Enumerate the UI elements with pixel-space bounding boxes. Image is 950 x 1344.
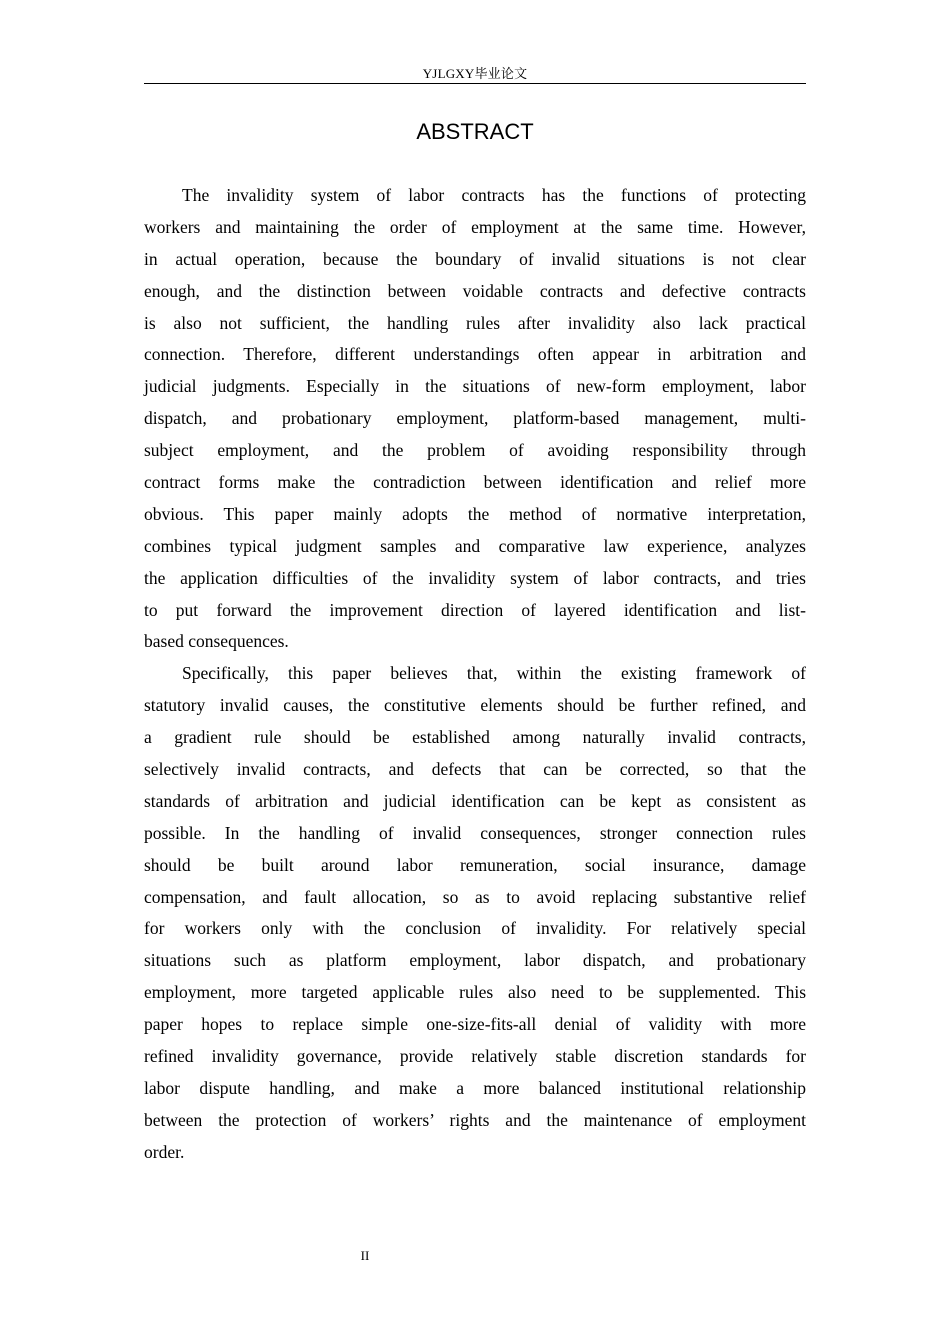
abstract-title: ABSTRACT: [416, 119, 534, 144]
text-line: dispatch, and probationary employment, platform-based management, multi-: [144, 408, 806, 429]
text-line: subject employment, and the problem of avoiding responsibility through: [144, 440, 806, 461]
text-line: contract forms make the contradiction between identification and relief more: [144, 472, 806, 493]
text-line: Specifically, this paper believes that, within the existing framework of: [182, 663, 806, 684]
text-line: paper hopes to replace simple one-size-fits-all denial of validity with more: [144, 1014, 806, 1035]
text-line: The invalidity system of labor contracts has the functions of protecting: [182, 185, 806, 205]
text-line: judicial judgments. Especially in the situations of new-form employment, labor: [144, 376, 806, 397]
text-line: statutory invalid causes, the constitutive elements should be further refined, and: [144, 695, 806, 716]
text-line: should be built around labor remuneration, social insurance, damage: [144, 854, 806, 875]
text-line: the application difficulties of the invalidity system of labor contracts, and tries: [144, 567, 806, 588]
page-header: YJLGXY毕业论文: [144, 64, 806, 84]
text-line: selectively invalid contracts, and defects that can be corrected, so that the: [144, 759, 806, 780]
text-line: enough, and the distinction between voidable contracts and defective contracts: [144, 280, 806, 301]
page-number: II: [360, 1248, 370, 1263]
text-line: obvious. This paper mainly adopts the method of normative interpretation,: [144, 503, 806, 524]
text-line: to put forward the improvement direction of layered identification and list-: [144, 599, 806, 620]
text-line: in actual operation, because the boundary of invalid situations is not clear: [144, 248, 806, 269]
text-line: compensation, and fault allocation, so as to avoid replacing substantive relief: [144, 886, 806, 907]
text-line: combines typical judgment samples and comparative law experience, analyzes: [144, 535, 806, 556]
text-line: connection. Therefore, different understandings often appear in arbitration and: [144, 344, 806, 365]
text-line: for workers only with the conclusion of invalidity. For relatively special: [144, 918, 806, 939]
text-line: workers and maintaining the order of employment at the same time. However,: [144, 216, 806, 237]
text-line: refined invalidity governance, provide relatively stable discretion standards for: [144, 1046, 806, 1067]
text-line: labor dispute handling, and make a more balanced institutional relationship: [144, 1077, 806, 1098]
paragraph-1: [144, 180, 806, 658]
abstract-body: [144, 180, 806, 1169]
text-line: possible. In the handling of invalid consequences, stronger connection rules: [144, 822, 806, 843]
text-line: employment, more targeted applicable rules also need to be supplemented. This: [144, 982, 806, 1003]
paragraph-2: [144, 658, 806, 1168]
text-line: is also not sufficient, the handling rules after invalidity also lack practical: [144, 312, 806, 333]
text-line: between the protection of workers’ rights and the maintenance of employment: [144, 1109, 806, 1130]
text-line: order.: [144, 1141, 185, 1162]
text-line: a gradient rule should be established among naturally invalid contracts,: [144, 727, 806, 748]
text-line: based consequences.: [144, 631, 289, 652]
text-line: standards of arbitration and judicial identification can be kept as consistent as: [144, 790, 806, 811]
text-line: situations such as platform employment, labor dispatch, and probationary: [144, 950, 806, 971]
